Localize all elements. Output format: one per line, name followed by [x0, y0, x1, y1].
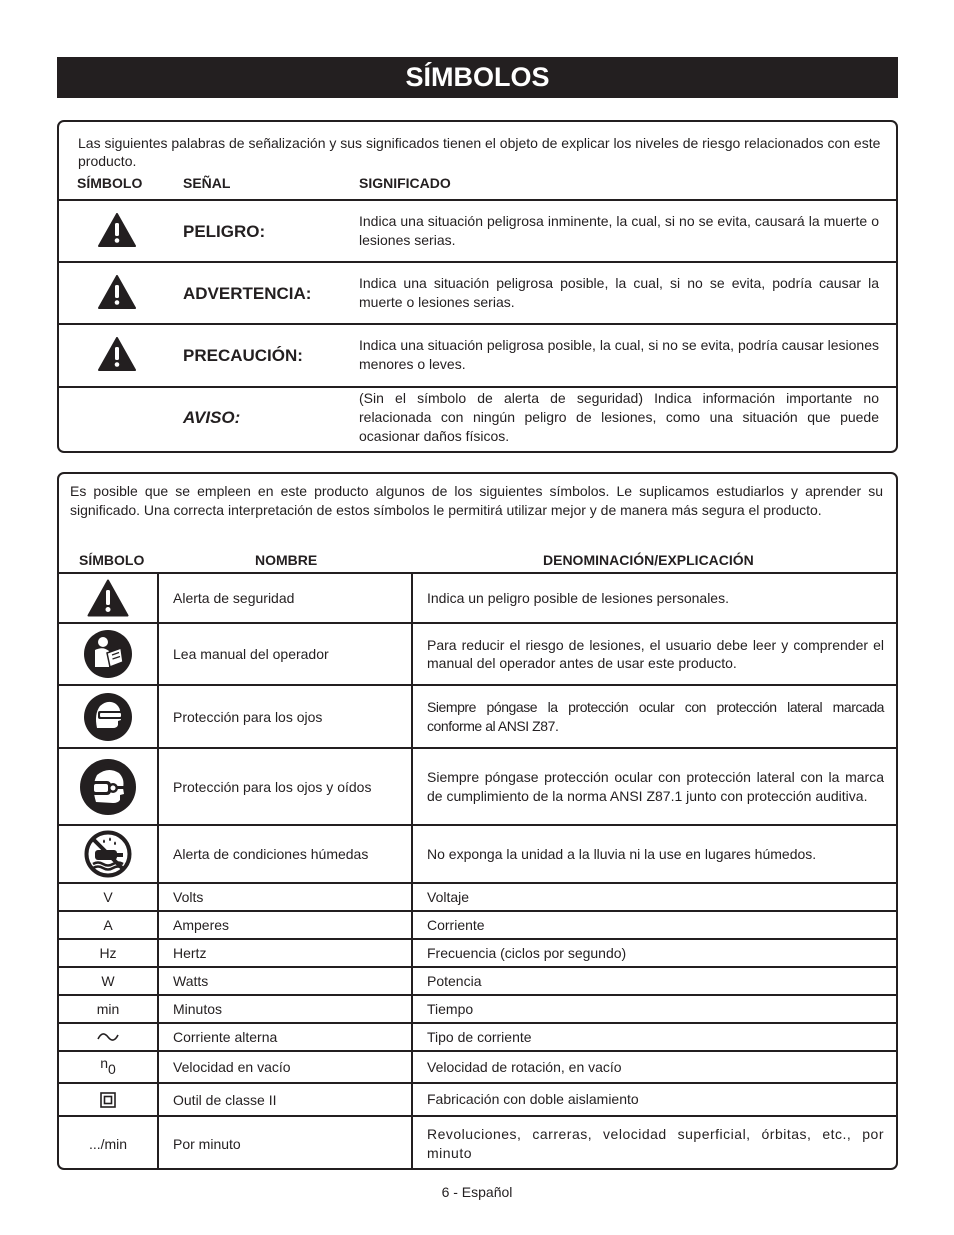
- warning-triangle-icon: [98, 275, 136, 309]
- symbol-row-watts: [59, 966, 896, 994]
- header-signal: SEÑAL: [183, 175, 231, 191]
- symbol-explanation: Indica un peligro posible de lesiones personales.: [411, 574, 896, 622]
- symbol-name: Velocidad en vacío: [157, 1052, 425, 1082]
- symbol-row-minutes: [59, 994, 896, 1022]
- symbol-explanation: Potencia: [411, 968, 896, 994]
- signal-word: PELIGRO:: [183, 222, 266, 241]
- symbol-text: W: [101, 973, 115, 989]
- symbol-row-wet-conditions: [59, 824, 896, 882]
- symbol-subscript: 0: [108, 1061, 116, 1077]
- symbol-row-no-load-speed: [59, 1050, 896, 1082]
- symbol-explanation: Para reducir el riesgo de lesiones, el usuario debe leer y comprender el manual del operador antes de usar este producto.: [411, 624, 896, 684]
- signal-word: AVISO:: [183, 408, 241, 427]
- symbol-row-volts: [59, 882, 896, 910]
- signal-row-peligro: [59, 199, 896, 261]
- symbol-name: Alerta de condiciones húmedas: [157, 826, 425, 882]
- symbol-name: Amperes: [157, 912, 425, 938]
- warning-triangle-icon: [98, 213, 136, 247]
- symbol-explanation: Tiempo: [411, 996, 896, 1022]
- signal-meaning: Indica una situación peligrosa inminente, la cual, si no se evita, causará la muerte o lesiones serias.: [359, 213, 879, 248]
- signal-row-precaucion: [59, 323, 896, 385]
- symbol-row-hertz: [59, 938, 896, 966]
- warning-triangle-icon: [98, 337, 136, 371]
- symbol-main: n: [100, 1055, 108, 1071]
- symbol-name: Hertz: [157, 940, 425, 966]
- symbol-name: Protección para los ojos: [157, 686, 425, 747]
- header-symbol: SÍMBOLO: [77, 175, 143, 191]
- symbol-text: A: [103, 917, 113, 933]
- symbol-row-class-ii: [59, 1082, 896, 1115]
- signal-intro: Las siguientes palabras de señalización y sus significados tienen el objeto de explicar los niveles de riesgo relacionados con este producto.: [78, 135, 881, 169]
- header-symbol: SÍMBOLO: [79, 552, 145, 568]
- double-insulation-icon: [100, 1092, 116, 1108]
- symbols-intro: Es posible que se empleen en este producto algunos de los siguientes símbolos. Le suplicamos estudiarlos y aprender su significado. Una correcta interpretación de estos símbolos le permitirá utilizar mejor y de manera más segura el producto.: [70, 483, 883, 518]
- symbol-row-read-manual: [59, 622, 896, 684]
- symbol-name: Corriente alterna: [157, 1024, 425, 1050]
- symbol-explanation: Frecuencia (ciclos por segundo): [411, 940, 896, 966]
- symbol-row-per-minute: [59, 1115, 896, 1170]
- symbol-name: Outil de classe II: [157, 1084, 425, 1115]
- symbol-text: [59, 1052, 157, 1082]
- signal-words-box: [57, 120, 898, 453]
- symbol-explanation: No exponga la unidad a la lluvia ni la use en lugares húmedos.: [411, 826, 896, 882]
- eye-protection-icon: [83, 692, 133, 742]
- read-manual-icon: [83, 629, 133, 679]
- header-explanation: DENOMINACIÓN/EXPLICACIÓN: [543, 552, 754, 568]
- symbol-text: .../min: [88, 1135, 128, 1152]
- symbol-name: Alerta de seguridad: [157, 574, 425, 622]
- page-footer: 6 - Español: [441, 1184, 513, 1200]
- signal-meaning: (Sin el símbolo de alerta de seguridad) Indica información importante no relacionada con ningún peligro de lesiones, como una situación que puede ocasionar daños físicos.: [359, 390, 879, 444]
- wet-conditions-icon: [84, 830, 132, 878]
- symbol-row-eye-protection: [59, 684, 896, 747]
- symbol-text: Hz: [99, 945, 117, 961]
- symbol-explanation: Fabricación con doble aislamiento: [411, 1084, 896, 1115]
- symbol-row-amperes: [59, 910, 896, 938]
- symbols-box: [57, 472, 898, 1170]
- alternating-current-icon: [97, 1031, 119, 1043]
- symbol-name: Minutos: [157, 996, 425, 1022]
- signal-word: ADVERTENCIA:: [183, 284, 312, 303]
- symbol-name: Por minuto: [157, 1117, 425, 1170]
- symbol-name: Watts: [157, 968, 425, 994]
- symbol-explanation: Revoluciones, carreras, velocidad superficial, órbitas, etc., por minuto: [411, 1117, 896, 1170]
- symbol-explanation: Corriente: [411, 912, 896, 938]
- safety-alert-icon: [87, 579, 129, 617]
- symbol-row-eye-ear-protection: [59, 747, 896, 824]
- signal-word: PRECAUCIÓN:: [183, 346, 303, 365]
- header-meaning: SIGNIFICADO: [359, 175, 451, 191]
- symbol-name: Volts: [157, 884, 425, 910]
- symbol-name: Lea manual del operador: [157, 624, 425, 684]
- eye-ear-protection-icon: [79, 758, 137, 816]
- symbol-explanation: Siempre póngase protección ocular con protección lateral con la marca de cumplimiento de la norma ANSI Z87.1 junto con protección auditiva.: [411, 749, 896, 824]
- symbol-text: min: [96, 1001, 120, 1017]
- signal-meaning: Indica una situación peligrosa posible, la cual, si no se evita, podría causar la muerte o lesiones serias.: [359, 275, 879, 310]
- symbol-explanation: Voltaje: [411, 884, 896, 910]
- symbol-text: V: [103, 889, 113, 905]
- symbol-row-alternating-current: [59, 1022, 896, 1050]
- signal-row-advertencia: [59, 261, 896, 323]
- symbol-explanation: Velocidad de rotación, en vacío: [411, 1052, 896, 1082]
- symbol-explanation: Tipo de corriente: [411, 1024, 896, 1050]
- symbol-name: Protección para los ojos y oídos: [157, 749, 425, 824]
- signal-row-aviso: [59, 386, 896, 451]
- header-name: NOMBRE: [255, 552, 318, 568]
- symbol-row-safety-alert: [59, 572, 896, 622]
- signal-meaning: Indica una situación peligrosa posible, la cual, si no se evita, podría causar lesiones menores o leves.: [359, 337, 879, 372]
- page-title: SÍMBOLOS: [57, 57, 898, 98]
- symbol-explanation: Siempre póngase la protección ocular con protección lateral marcada conforme al ANSI Z87.: [411, 686, 896, 747]
